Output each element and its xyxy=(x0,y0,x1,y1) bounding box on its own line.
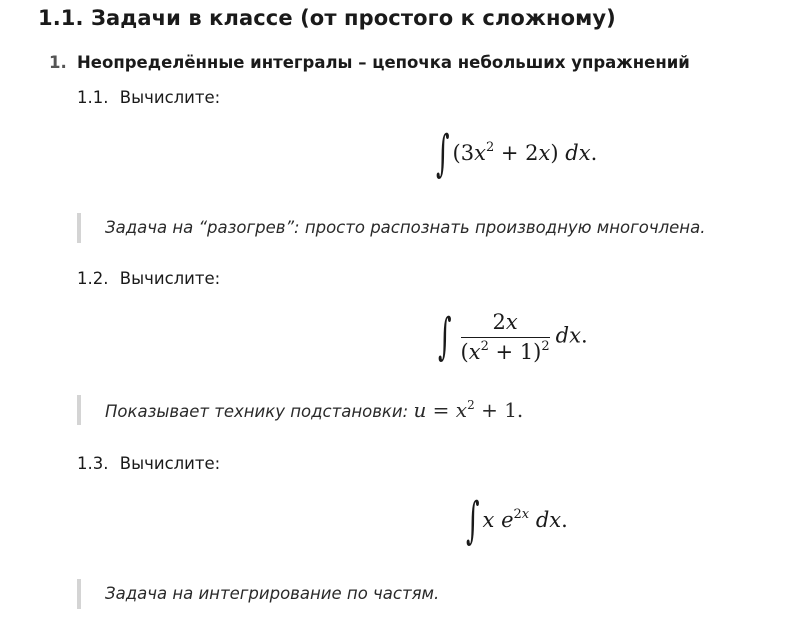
exercise-label-1-3 xyxy=(77,454,220,473)
exercise-instruction: Вычислите: xyxy=(119,454,221,473)
list-item-title: Неопределённые интегралы – цепочка небольших упражнений xyxy=(77,53,690,72)
exercise-instruction: Вычислите: xyxy=(119,88,221,107)
formula-1-2: ∫ $\frac{2x}{(x^2 + 1)^2}$ dx. xyxy=(438,309,588,366)
exercise-number: 1.3. xyxy=(77,454,109,473)
note-1-1: Задача на “разогрев”: просто распознать производную многочлена. xyxy=(77,213,705,243)
note-text: Показывает технику подстановки: xyxy=(105,402,409,421)
exercise-number: 1.1. xyxy=(77,88,109,107)
note-formula: $u = x^2 + 1$. xyxy=(413,398,524,422)
note-1-3: Задача на интегрирование по частям. xyxy=(77,579,439,609)
formula-1-3: ∫ x $e^{2x}$ dx. xyxy=(466,493,568,551)
exercise-label-1-1 xyxy=(77,88,220,107)
exercise-label-1-2 xyxy=(77,269,220,288)
exercise-instruction: Вычислите: xyxy=(119,269,221,288)
formula-1-1: ∫ $(3x^2 + 2x)$ dx. xyxy=(436,126,598,184)
section-heading: 1.1. Задачи в классе (от простого к сложному) xyxy=(38,6,616,30)
note-1-2 xyxy=(77,395,523,425)
exercise-number: 1.2. xyxy=(77,269,109,288)
list-item-number: 1. xyxy=(49,53,67,72)
